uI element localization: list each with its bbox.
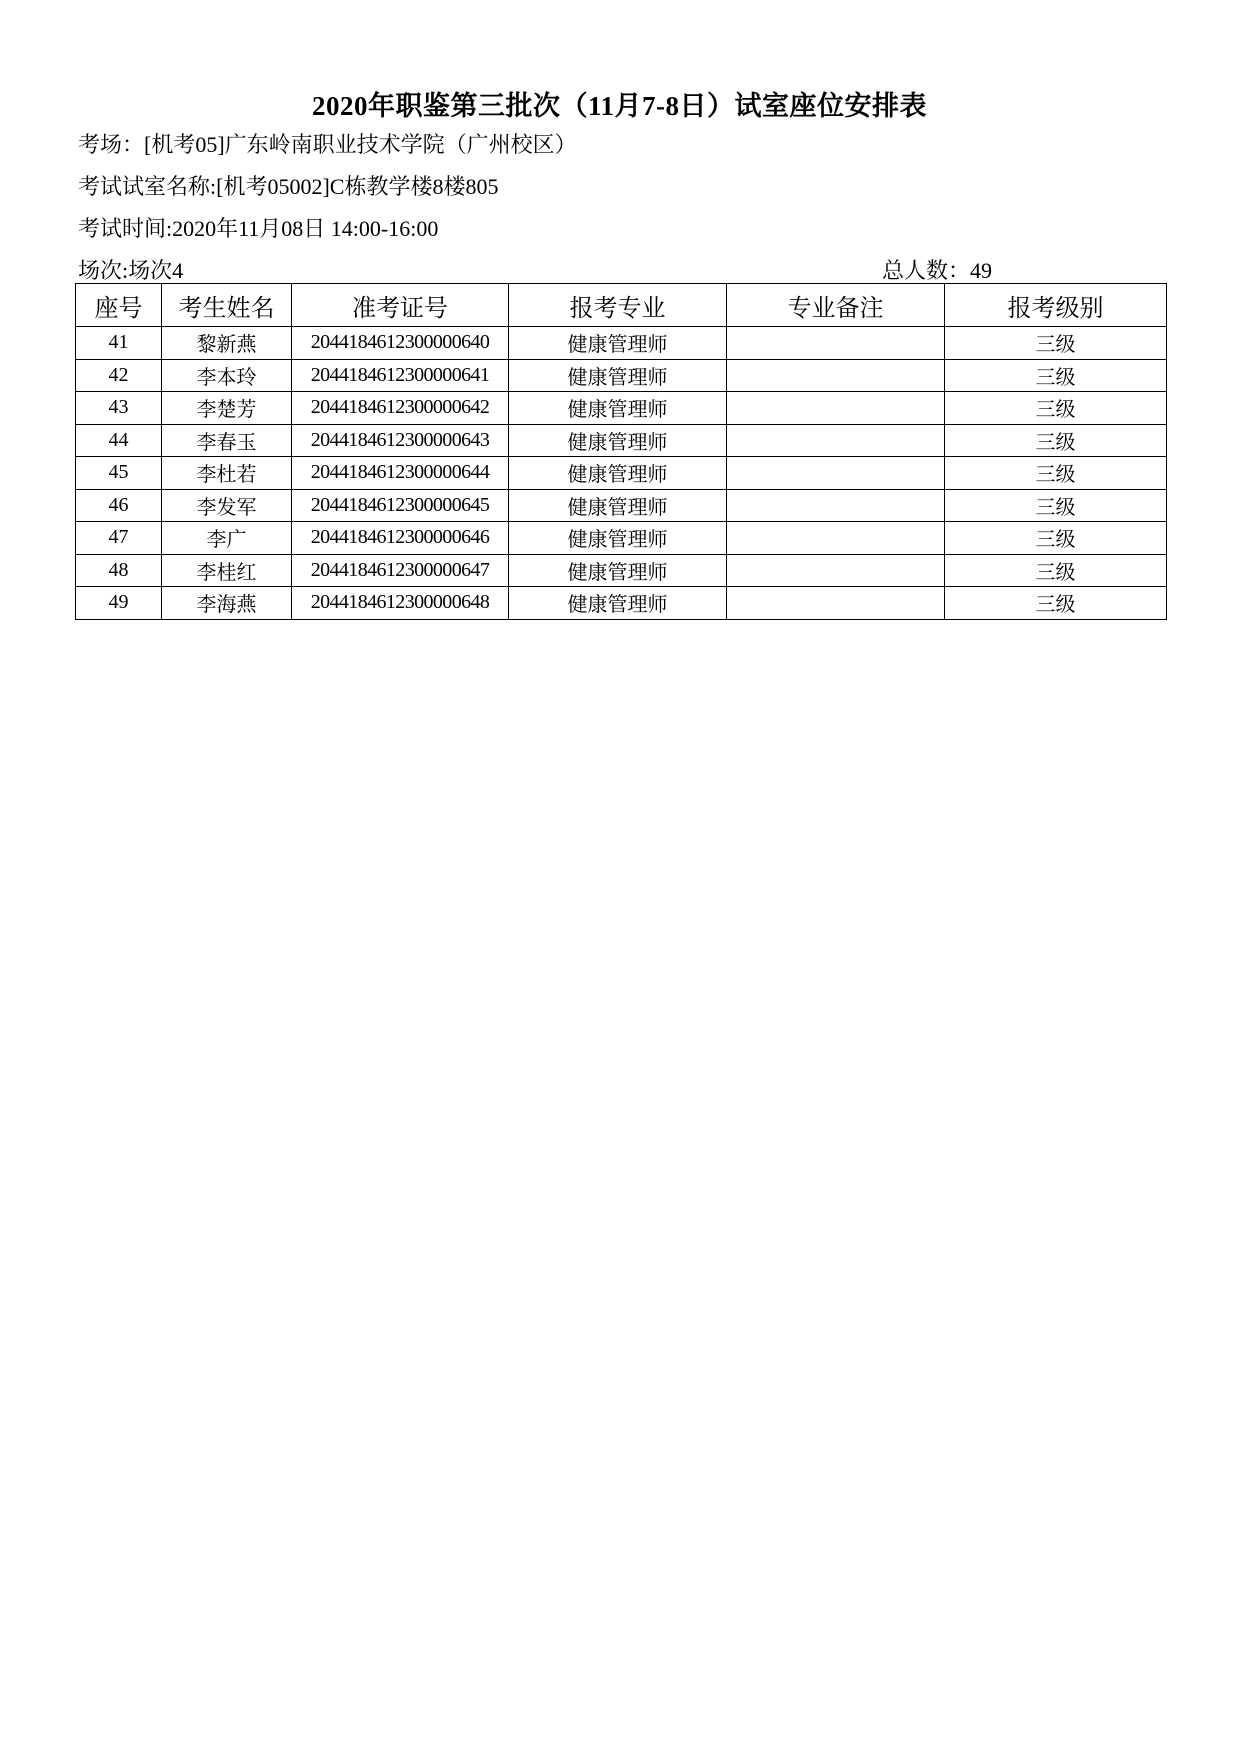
- cell-level: 三级: [945, 554, 1167, 587]
- cell-note: [727, 489, 945, 522]
- cell-seat: 48: [76, 554, 162, 587]
- cell-name: 李发军: [162, 489, 292, 522]
- cell-level: 三级: [945, 587, 1167, 620]
- cell-level: 三级: [945, 392, 1167, 425]
- cell-seat: 47: [76, 522, 162, 555]
- cell-name: 李杜若: [162, 457, 292, 490]
- room-name-label: 考试试室名称:[机考05002]C栋教学楼8楼805: [78, 174, 499, 199]
- total-count-label: 总人数：49: [882, 258, 993, 283]
- table-row: [76, 457, 1167, 490]
- cell-note: [727, 392, 945, 425]
- cell-major: 健康管理师: [509, 327, 727, 360]
- cell-major: 健康管理师: [509, 359, 727, 392]
- cell-level: 三级: [945, 424, 1167, 457]
- cell-note: [727, 587, 945, 620]
- table-row: [76, 327, 1167, 360]
- cell-ticket: 2044184612300000644: [292, 457, 509, 490]
- cell-note: [727, 554, 945, 587]
- cell-note: [727, 327, 945, 360]
- table-row: [76, 424, 1167, 457]
- cell-level: 三级: [945, 457, 1167, 490]
- session-label: 场次:场次4: [78, 258, 184, 283]
- cell-major: 健康管理师: [509, 522, 727, 555]
- cell-major: 健康管理师: [509, 489, 727, 522]
- cell-major: 健康管理师: [509, 424, 727, 457]
- cell-ticket: 2044184612300000647: [292, 554, 509, 587]
- table-row: [76, 392, 1167, 425]
- table-header-row: [76, 284, 1167, 327]
- cell-name: 黎新燕: [162, 327, 292, 360]
- cell-note: [727, 359, 945, 392]
- header-ticket: 准考证号: [292, 284, 509, 327]
- cell-ticket: 2044184612300000646: [292, 522, 509, 555]
- cell-major: 健康管理师: [509, 457, 727, 490]
- header-name: 考生姓名: [162, 284, 292, 327]
- header-seat: 座号: [76, 284, 162, 327]
- cell-ticket: 2044184612300000642: [292, 392, 509, 425]
- cell-level: 三级: [945, 327, 1167, 360]
- cell-ticket: 2044184612300000645: [292, 489, 509, 522]
- header-major: 报考专业: [509, 284, 727, 327]
- seating-table: [75, 283, 1167, 620]
- cell-name: 李桂红: [162, 554, 292, 587]
- exam-time-label: 考试时间:2020年11月08日 14:00-16:00: [78, 216, 439, 241]
- table-row: [76, 522, 1167, 555]
- cell-seat: 46: [76, 489, 162, 522]
- table-row: [76, 489, 1167, 522]
- cell-name: 李广: [162, 522, 292, 555]
- table-body: [76, 327, 1167, 620]
- cell-seat: 45: [76, 457, 162, 490]
- cell-name: 李楚芳: [162, 392, 292, 425]
- table-row: [76, 554, 1167, 587]
- cell-ticket: 2044184612300000648: [292, 587, 509, 620]
- cell-seat: 42: [76, 359, 162, 392]
- page-title: 2020年职鉴第三批次（11月7-8日）试室座位安排表: [311, 91, 927, 121]
- cell-ticket: 2044184612300000641: [292, 359, 509, 392]
- cell-note: [727, 457, 945, 490]
- cell-note: [727, 424, 945, 457]
- cell-name: 李海燕: [162, 587, 292, 620]
- cell-major: 健康管理师: [509, 392, 727, 425]
- cell-major: 健康管理师: [509, 554, 727, 587]
- cell-seat: 49: [76, 587, 162, 620]
- cell-seat: 41: [76, 327, 162, 360]
- table-row: [76, 587, 1167, 620]
- cell-level: 三级: [945, 359, 1167, 392]
- cell-seat: 44: [76, 424, 162, 457]
- cell-level: 三级: [945, 522, 1167, 555]
- cell-ticket: 2044184612300000640: [292, 327, 509, 360]
- table-row: [76, 359, 1167, 392]
- cell-name: 李春玉: [162, 424, 292, 457]
- cell-level: 三级: [945, 489, 1167, 522]
- cell-seat: 43: [76, 392, 162, 425]
- cell-ticket: 2044184612300000643: [292, 424, 509, 457]
- cell-name: 李本玲: [162, 359, 292, 392]
- header-level: 报考级别: [945, 284, 1167, 327]
- header-note: 专业备注: [727, 284, 945, 327]
- exam-site-label: 考场：[机考05]广东岭南职业技术学院（广州校区）: [78, 132, 577, 157]
- cell-note: [727, 522, 945, 555]
- cell-major: 健康管理师: [509, 587, 727, 620]
